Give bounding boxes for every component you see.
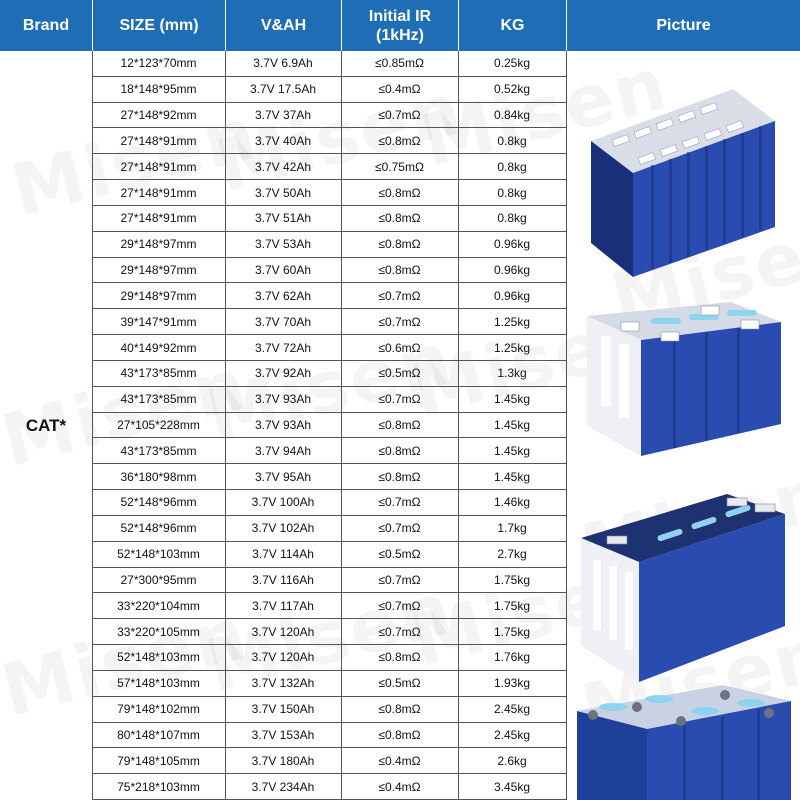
brand-cell: CAT* xyxy=(25,415,67,435)
table-row xyxy=(92,283,566,309)
table-row xyxy=(92,232,566,258)
table-row xyxy=(92,464,566,490)
ir-cell: ≤0.7mΩ xyxy=(378,108,421,123)
table-row xyxy=(92,697,566,723)
kg-cell: 1.25kg xyxy=(493,340,531,355)
table-row xyxy=(92,128,566,154)
vah-cell: 3.7V 37Ah xyxy=(254,108,312,123)
kg-cell: 1.76kg xyxy=(493,650,531,665)
table-row xyxy=(92,671,566,697)
ir-cell: ≤0.4mΩ xyxy=(378,779,421,794)
kg-cell: 0.96kg xyxy=(493,288,531,303)
table-row xyxy=(92,154,566,180)
size-cell: 80*148*107mm xyxy=(117,727,200,742)
vah-cell: 3.7V 42Ah xyxy=(254,159,312,174)
table-row xyxy=(92,516,566,542)
size-cell: 52*148*103mm xyxy=(117,650,200,665)
ir-cell: ≤0.5mΩ xyxy=(378,676,421,691)
header-ir-line2: (1kHz) xyxy=(375,26,424,44)
kg-cell: 2.45kg xyxy=(493,702,531,717)
battery-cell-photo xyxy=(583,81,783,281)
header-initial-ir xyxy=(341,0,458,51)
vah-cell: 3.7V 94Ah xyxy=(254,443,312,458)
ir-cell: ≤0.8mΩ xyxy=(378,133,421,148)
size-cell: 52*148*96mm xyxy=(120,495,197,510)
ir-cell: ≤0.8mΩ xyxy=(378,443,421,458)
size-cell: 33*220*105mm xyxy=(117,624,200,639)
header-vah: V&AH xyxy=(225,0,341,51)
table-row xyxy=(92,748,566,774)
battery-cell-photo xyxy=(581,296,787,461)
table-row xyxy=(92,645,566,671)
size-cell: 57*148*103mm xyxy=(117,676,200,691)
spec-table xyxy=(92,51,566,800)
size-cell: 27*148*91mm xyxy=(120,185,197,200)
table-row xyxy=(92,309,566,335)
kg-cell: 0.52kg xyxy=(493,82,531,97)
kg-cell: 1.45kg xyxy=(493,469,531,484)
vah-cell: 3.7V 153Ah xyxy=(251,727,315,742)
ir-cell: ≤0.7mΩ xyxy=(378,521,421,536)
size-cell: 52*148*103mm xyxy=(117,547,200,562)
vah-cell: 3.7V 62Ah xyxy=(254,288,312,303)
kg-cell: 0.25kg xyxy=(493,56,531,71)
size-cell: 40*149*92mm xyxy=(120,340,197,355)
kg-cell: 0.96kg xyxy=(493,263,531,278)
vah-cell: 3.7V 100Ah xyxy=(251,495,315,510)
kg-cell: 1.45kg xyxy=(493,417,531,432)
header-kg: KG xyxy=(458,0,566,51)
size-cell: 43*173*85mm xyxy=(120,366,197,381)
kg-cell: 0.8kg xyxy=(497,133,527,148)
table-row xyxy=(92,206,566,232)
ir-cell: ≤0.7mΩ xyxy=(378,624,421,639)
vah-cell: 3.7V 6.9Ah xyxy=(253,56,313,71)
table-row xyxy=(92,51,566,77)
vah-cell: 3.7V 120Ah xyxy=(251,624,315,639)
ir-cell: ≤0.8mΩ xyxy=(378,237,421,252)
kg-cell: 0.8kg xyxy=(497,211,527,226)
table-row xyxy=(92,490,566,516)
size-cell: 27*148*91mm xyxy=(120,159,197,174)
kg-cell: 2.6kg xyxy=(497,753,527,768)
size-cell: 27*148*91mm xyxy=(120,211,197,226)
size-cell: 39*147*91mm xyxy=(120,314,197,329)
table-row xyxy=(92,723,566,749)
column-divider xyxy=(92,51,93,800)
ir-cell: ≤0.7mΩ xyxy=(378,288,421,303)
column-divider xyxy=(341,51,342,800)
table-row xyxy=(92,335,566,361)
table-row xyxy=(92,387,566,413)
vah-cell: 3.7V 116Ah xyxy=(252,572,314,587)
header-brand: Brand xyxy=(22,17,70,34)
vah-cell: 3.7V 102Ah xyxy=(251,521,315,536)
size-cell: 27*105*228mm xyxy=(117,417,200,432)
header-picture: Picture xyxy=(566,0,800,51)
vah-cell: 3.7V 51Ah xyxy=(254,211,312,226)
kg-cell: 1.45kg xyxy=(493,443,531,458)
table-row xyxy=(92,103,566,129)
ir-cell: ≤0.8mΩ xyxy=(378,417,421,432)
ir-cell: ≤0.8mΩ xyxy=(378,702,421,717)
kg-cell: 1.7kg xyxy=(497,521,527,536)
size-cell: 27*148*92mm xyxy=(120,108,197,123)
size-cell: 29*148*97mm xyxy=(120,288,197,303)
size-cell: 52*148*96mm xyxy=(120,521,197,536)
table-row xyxy=(92,774,566,800)
picture-column xyxy=(567,51,800,800)
ir-cell: ≤0.8mΩ xyxy=(378,469,421,484)
size-cell: 33*220*104mm xyxy=(117,598,200,613)
table-row xyxy=(92,542,566,568)
table-row xyxy=(92,258,566,284)
kg-cell: 1.75kg xyxy=(493,624,531,639)
kg-cell: 1.45kg xyxy=(493,392,531,407)
battery-cell-photo xyxy=(577,486,789,686)
column-divider xyxy=(225,51,226,800)
kg-cell: 1.25kg xyxy=(493,314,531,329)
kg-cell: 1.3kg xyxy=(497,366,527,381)
size-cell: 18*148*95mm xyxy=(120,82,197,97)
table-row xyxy=(92,180,566,206)
table-row xyxy=(92,361,566,387)
size-cell: 27*148*91mm xyxy=(120,133,197,148)
kg-cell: 0.8kg xyxy=(497,159,527,174)
vah-cell: 3.7V 72Ah xyxy=(254,340,312,355)
vah-cell: 3.7V 60Ah xyxy=(254,263,312,278)
ir-cell: ≤0.8mΩ xyxy=(378,727,421,742)
vah-cell: 3.7V 70Ah xyxy=(254,314,312,329)
size-cell: 79*148*102mm xyxy=(117,702,200,717)
size-cell: 27*300*95mm xyxy=(120,572,197,587)
table-row xyxy=(92,413,566,439)
size-cell: 79*148*105mm xyxy=(117,753,200,768)
size-cell: 29*148*97mm xyxy=(120,263,197,278)
ir-cell: ≤0.4mΩ xyxy=(378,753,421,768)
ir-cell: ≤0.5mΩ xyxy=(378,366,421,381)
vah-cell: 3.7V 117Ah xyxy=(252,598,314,613)
ir-cell: ≤0.8mΩ xyxy=(378,650,421,665)
vah-cell: 3.7V 40Ah xyxy=(254,133,312,148)
kg-cell: 0.84kg xyxy=(493,108,531,123)
kg-cell: 3.45kg xyxy=(493,779,531,794)
ir-cell: ≤0.8mΩ xyxy=(378,263,421,278)
vah-cell: 3.7V 132Ah xyxy=(251,676,315,691)
ir-cell: ≤0.6mΩ xyxy=(378,340,421,355)
ir-cell: ≤0.75mΩ xyxy=(375,159,424,174)
size-cell: 12*123*70mm xyxy=(120,56,197,71)
vah-cell: 3.7V 150Ah xyxy=(251,702,315,717)
size-cell: 43*173*85mm xyxy=(120,443,197,458)
table-row xyxy=(92,77,566,103)
header-size: SIZE (mm) xyxy=(92,0,225,51)
table-header xyxy=(0,0,800,51)
size-cell: 43*173*85mm xyxy=(120,392,197,407)
kg-cell: 1.75kg xyxy=(493,598,531,613)
table-row xyxy=(92,438,566,464)
vah-cell: 3.7V 120Ah xyxy=(251,650,315,665)
size-cell: 75*218*103mm xyxy=(117,779,200,794)
table-row xyxy=(92,619,566,645)
kg-cell: 1.46kg xyxy=(493,495,531,510)
ir-cell: ≤0.85mΩ xyxy=(375,56,424,71)
ir-cell: ≤0.5mΩ xyxy=(378,547,421,562)
kg-cell: 0.96kg xyxy=(493,237,531,252)
ir-cell: ≤0.7mΩ xyxy=(378,392,421,407)
kg-cell: 2.45kg xyxy=(493,727,531,742)
vah-cell: 3.7V 93Ah xyxy=(254,392,312,407)
vah-cell: 3.7V 92Ah xyxy=(254,366,312,381)
vah-cell: 3.7V 53Ah xyxy=(254,237,312,252)
header-ir-line1: Initial IR xyxy=(368,7,432,25)
ir-cell: ≤0.8mΩ xyxy=(378,211,421,226)
ir-cell: ≤0.8mΩ xyxy=(378,185,421,200)
table-row xyxy=(92,568,566,594)
battery-cell-photo xyxy=(573,681,795,800)
vah-cell: 3.7V 17.5Ah xyxy=(249,82,317,97)
ir-cell: ≤0.7mΩ xyxy=(378,572,421,587)
vah-cell: 3.7V 93Ah xyxy=(254,417,312,432)
kg-cell: 0.8kg xyxy=(497,185,527,200)
ir-cell: ≤0.7mΩ xyxy=(378,598,421,613)
kg-cell: 1.93kg xyxy=(493,676,531,691)
size-cell: 29*148*97mm xyxy=(120,237,197,252)
vah-cell: 3.7V 95Ah xyxy=(254,469,312,484)
vah-cell: 3.7V 114Ah xyxy=(252,547,314,562)
kg-cell: 2.7kg xyxy=(497,547,527,562)
ir-cell: ≤0.4mΩ xyxy=(378,82,421,97)
ir-cell: ≤0.7mΩ xyxy=(378,314,421,329)
vah-cell: 3.7V 180Ah xyxy=(251,753,315,768)
size-cell: 36*180*98mm xyxy=(120,469,197,484)
ir-cell: ≤0.7mΩ xyxy=(378,495,421,510)
vah-cell: 3.7V 234Ah xyxy=(251,779,315,794)
vah-cell: 3.7V 50Ah xyxy=(254,185,312,200)
table-row xyxy=(92,593,566,619)
kg-cell: 1.75kg xyxy=(493,572,531,587)
column-divider xyxy=(458,51,459,800)
